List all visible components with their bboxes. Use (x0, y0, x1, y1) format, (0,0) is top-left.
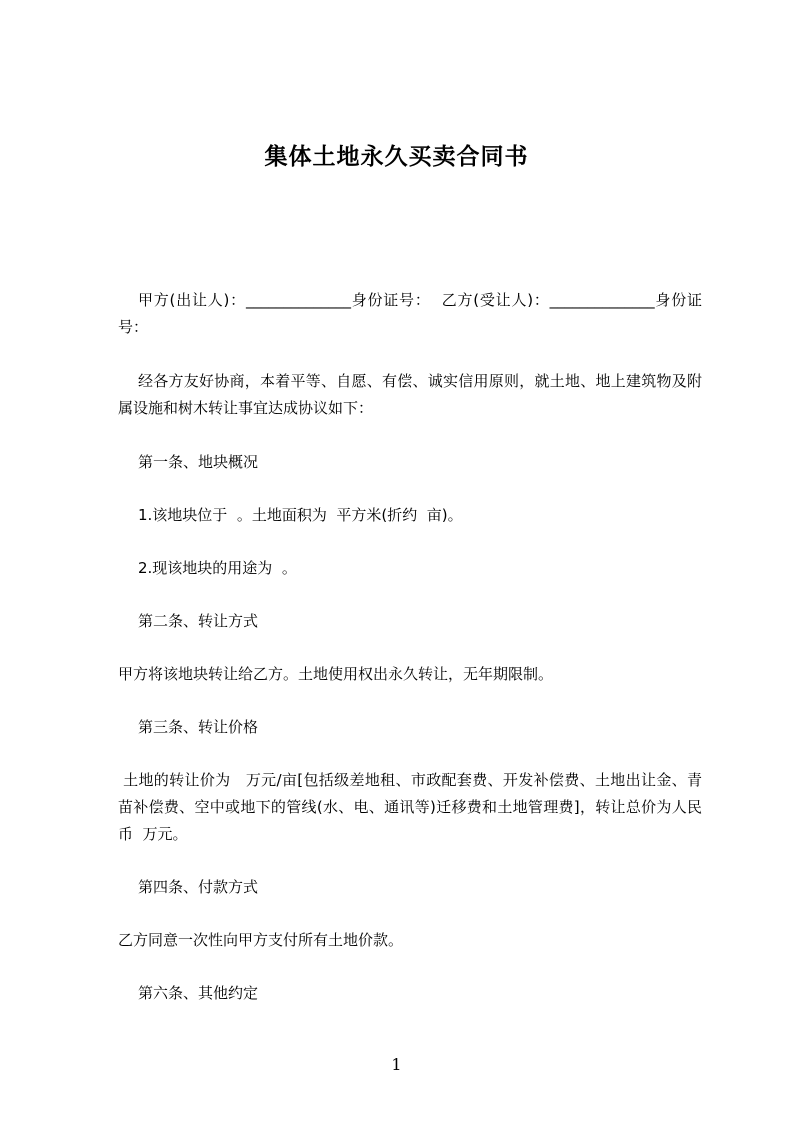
preamble-paragraph: 经各方友好协商，本着平等、自愿、有偿、诚实信用原则，就土地、地上建筑物及附属设施和树木转让事宜达成协议如下： (118, 372, 702, 417)
article-3-body: 土地的转让价为 万元/亩[包括级差地租、市政配套费、开发补偿费、土地出让金、青苗补偿费、空中或地下的管线(水、电、通讯等)迁移费和土地管理费]，转让总价为人民币 万元。 (118, 771, 702, 843)
article-2-body: 甲方将该地块转让给乙方。土地使用权出永久转让，无年期限制。 (118, 665, 554, 683)
article-2-heading: 第二条、转让方式 (138, 612, 259, 630)
article-1-heading: 第一条、地块概况 (138, 453, 259, 471)
document-title: 集体土地永久买卖合同书 (264, 144, 529, 170)
page-number: 1 (391, 1055, 402, 1074)
article-3-heading: 第三条、转让价格 (138, 718, 259, 736)
party-info-paragraph: 甲方(出让人)：______________身份证号： 乙方(受让人)：______________身份证号： (118, 291, 702, 336)
article-4-heading: 第四条、付款方式 (138, 878, 259, 896)
article-4-body: 乙方同意一次性向甲方支付所有土地价款。 (118, 931, 404, 949)
article-1-item-2: 2.现该地块的用途为 。 (138, 559, 297, 577)
article-6-heading: 第六条、其他约定 (138, 984, 259, 1002)
article-1-item-1: 1.该地块位于 。土地面积为 平方米(折约 亩)。 (138, 506, 463, 524)
